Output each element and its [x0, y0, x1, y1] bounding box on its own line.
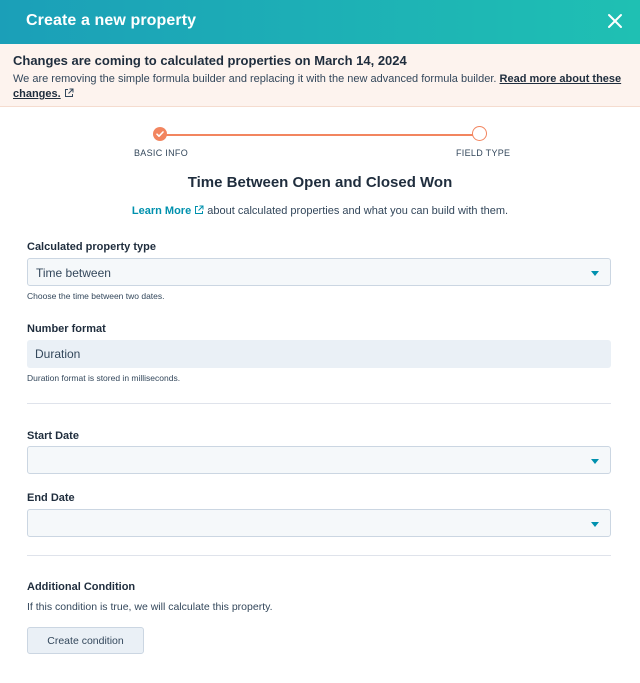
- number-format-label: Number format: [27, 323, 106, 335]
- calc-type-select[interactable]: [27, 258, 611, 286]
- create-condition-button[interactable]: Create condition: [27, 627, 144, 654]
- stepper-line: [160, 134, 480, 136]
- start-date-label: Start Date: [27, 430, 79, 442]
- banner-link-part1: Read more about these: [499, 73, 622, 85]
- banner-link-part2: changes.: [13, 88, 61, 100]
- additional-condition-description: If this condition is true, we will calculate this property.: [27, 601, 273, 613]
- learn-more-link[interactable]: [132, 205, 204, 217]
- announcement-banner: [0, 44, 640, 107]
- start-date-select[interactable]: [27, 446, 611, 474]
- modal-header: [0, 0, 640, 44]
- number-format-help: Duration format is stored in milliseconds.: [27, 373, 181, 383]
- checkmark-icon: [153, 127, 167, 141]
- divider: [27, 555, 611, 556]
- close-button[interactable]: [604, 10, 626, 32]
- external-link-icon: [64, 88, 74, 98]
- property-title: Time Between Open and Closed Won: [187, 174, 453, 191]
- chevron-down-icon: [591, 271, 599, 276]
- step-current-indicator: [472, 126, 487, 141]
- number-format-value: Duration: [35, 347, 81, 361]
- step-label-field-type: FIELD TYPE: [456, 148, 511, 158]
- divider: [27, 403, 611, 404]
- learn-more-text: about calculated properties and what you can build with them.: [207, 205, 509, 217]
- external-link-icon: [194, 205, 204, 215]
- step-label-basic-info: BASIC INFO: [134, 148, 189, 158]
- learn-more-line: [0, 205, 640, 217]
- learn-more-label: Learn More: [131, 205, 192, 217]
- calc-type-help: Choose the time between two dates.: [27, 291, 165, 301]
- step-complete-indicator: [153, 127, 167, 141]
- calc-type-value: Time between: [36, 266, 111, 280]
- additional-condition-label: Additional Condition: [27, 581, 136, 593]
- close-icon: [604, 10, 626, 32]
- number-format-field: [27, 340, 611, 368]
- banner-title: Changes are coming to calculated properties on March 14, 2024: [13, 53, 407, 68]
- banner-body: [13, 72, 623, 102]
- banner-text: We are removing the simple formula builder and replacing it with the new advanced formula builder.: [13, 73, 497, 85]
- chevron-down-icon: [591, 522, 599, 527]
- calc-type-label: Calculated property type: [27, 241, 156, 253]
- end-date-label: End Date: [27, 492, 75, 504]
- end-date-select[interactable]: [27, 509, 611, 537]
- chevron-down-icon: [591, 459, 599, 464]
- progress-stepper: [0, 122, 640, 166]
- modal-title: Create a new property: [26, 12, 197, 29]
